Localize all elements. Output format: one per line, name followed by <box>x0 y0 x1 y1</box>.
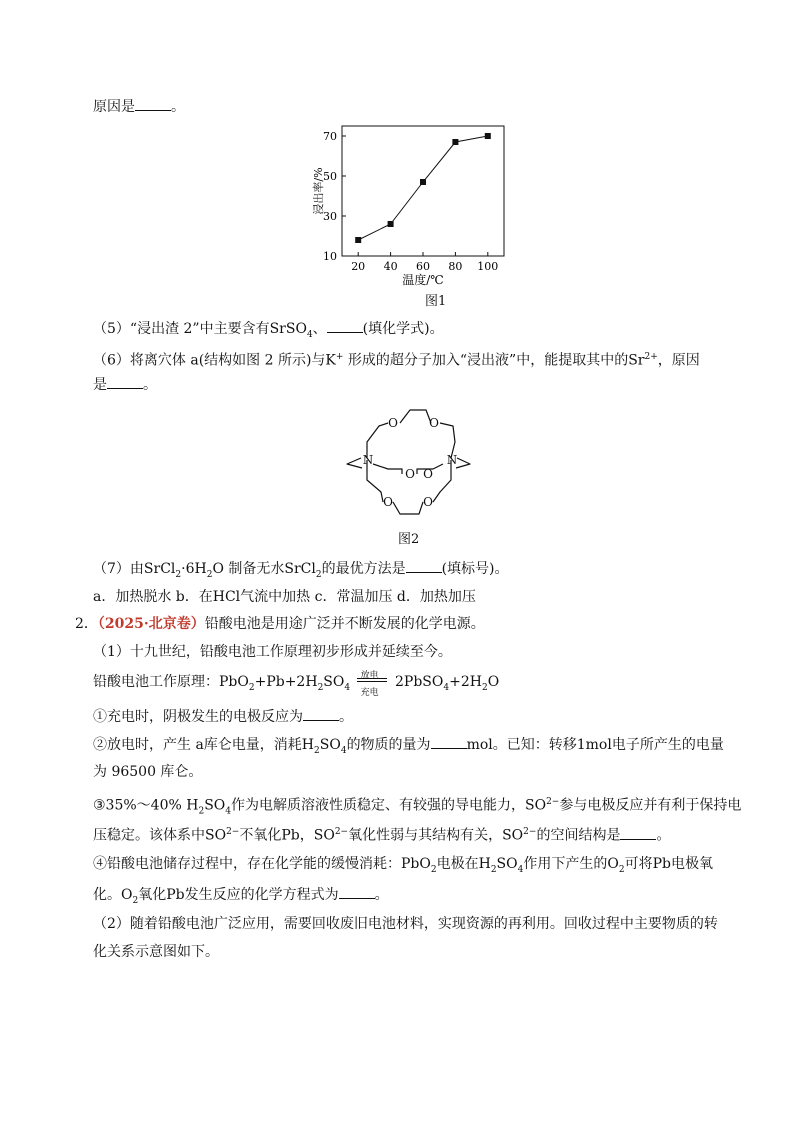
x-tick-label: 40 <box>383 260 398 273</box>
answer-blank <box>107 374 143 389</box>
q7-text-3: O 制备无水SrCl <box>212 561 316 577</box>
period: 。 <box>143 377 157 393</box>
series-line <box>358 136 488 240</box>
sq4-text-4: 作用下产生的O <box>523 856 619 872</box>
part-1: （1）十九世纪，铅酸电池工作原理初步形成并延续至今。 <box>93 644 452 660</box>
sub-question-2-cont: 为 96500 库仑。 <box>93 764 203 780</box>
sq4-text: ④铅酸电池储存过程中，存在化学能的缓慢消耗：PbO <box>93 856 431 872</box>
data-point <box>388 221 394 227</box>
atom-O: O <box>429 416 439 430</box>
question-number: 2． <box>75 616 98 632</box>
q6-text-3: ，原因 <box>657 352 700 369</box>
data-point <box>355 237 361 243</box>
answer-blank <box>406 558 442 573</box>
sq2-text-4: mol。已知：转移1mol电子所产生的电量 <box>466 737 724 753</box>
sup: 2+ <box>644 352 658 362</box>
atom-N: N <box>446 453 458 467</box>
sq3-text: ③35%～40% H <box>93 797 199 814</box>
data-point <box>485 133 491 139</box>
sub: 4 <box>517 864 524 875</box>
answer-blank <box>327 318 363 333</box>
eq-text-2: +Pb+2H <box>254 674 318 690</box>
q5-sep: 、 <box>312 321 327 337</box>
arrow-top-label: 放电 <box>360 671 379 681</box>
question-7-options: a．加热脱水 b．在HCl气流中加热 c．常温加压 d．加热加压 <box>93 589 476 605</box>
x-tick-label: 80 <box>448 260 463 273</box>
sup: + <box>335 352 344 362</box>
arrow-line <box>357 678 387 679</box>
answer-blank <box>339 884 375 899</box>
sub: 2 <box>314 745 320 756</box>
atom-N: N <box>362 453 374 467</box>
figure-1-caption: 图1 <box>425 294 447 309</box>
part-2-cont: 化关系示意图如下。 <box>93 944 219 960</box>
sub: 4 <box>344 682 351 693</box>
sub: 2 <box>248 682 255 693</box>
y-axis-label: 浸出率/% <box>312 167 325 215</box>
answer-blank <box>620 825 656 840</box>
part-2: （2）随着铅酸电池广泛应用，需要回收废旧电池材料，实现资源的再利用。回收过程中主要物质的转 <box>93 916 718 932</box>
answer-blank <box>135 96 171 111</box>
sub: 2 <box>317 682 324 693</box>
q6-text-4: 是 <box>93 377 107 393</box>
figure-1-chart <box>300 118 520 308</box>
atom-O: O <box>388 416 398 430</box>
sq4-text-5: 可将Pb电极氧 <box>624 856 713 872</box>
question-7 <box>93 558 509 585</box>
eq-text-3: SO <box>323 674 345 690</box>
sub: 2 <box>206 569 213 580</box>
q7-text: （7）由SrCl <box>93 561 176 577</box>
reversible-arrow <box>355 671 391 698</box>
q6-text-2: 形成的超分子加入“浸出液”中，能提取其中的Sr <box>343 352 645 369</box>
sub: 4 <box>225 806 231 817</box>
data-point <box>452 139 458 145</box>
sub-question-1 <box>93 706 353 727</box>
y-tick-label: 10 <box>323 250 337 263</box>
source-tag: （2025·北京卷） <box>97 616 205 632</box>
sub: 2 <box>315 569 322 580</box>
q5-text: （5）“浸出渣 2”中主要含有SrSO <box>93 321 307 337</box>
sub-question-4 <box>93 854 713 880</box>
figure-2-caption: 图2 <box>398 532 420 547</box>
answer-blank <box>431 734 467 749</box>
sq4-text-3: SO <box>496 856 518 872</box>
eq-text-5: +2H <box>449 674 482 690</box>
sq3-text-7: 氧化性弱与其结构有关，SO <box>348 827 524 844</box>
q7-tail: (填标号)。 <box>441 561 509 577</box>
sq3-text-4: 参与电极反应并有利于保持电 <box>559 797 742 814</box>
x-tick-label: 20 <box>351 260 366 273</box>
atom-O: O <box>405 467 415 481</box>
sq3-text-3: 作为电解质溶液性质稳定、有较强的导电能力，SO <box>231 797 547 814</box>
x-tick-label: 100 <box>477 260 499 273</box>
data-point <box>420 179 426 185</box>
atom-O: O <box>423 495 433 509</box>
sq3-text-8: 的空间结构是 <box>536 827 621 844</box>
sub-question-2 <box>93 734 724 761</box>
q6-text: （6）将离穴体 a(结构如图 2 所示)与K <box>93 352 336 369</box>
sub: 2 <box>618 864 625 875</box>
figure-2-structure <box>330 398 480 528</box>
question-6 <box>93 347 700 371</box>
sq2-text: ②放电时，产生 a库仑电量，消耗H <box>93 737 315 753</box>
y-tick-label: 50 <box>323 170 337 183</box>
sq3-text-6: 不氧化Pb，SO <box>239 827 335 844</box>
answer-blank <box>303 706 339 721</box>
sup: 2− <box>523 827 537 837</box>
q2-intro: 铅酸电池是用途广泛并不断发展的化学电源。 <box>204 616 485 632</box>
arrow-line <box>357 681 387 682</box>
sq4-text-7: 氧化Pb发生反应的化学方程式为 <box>138 887 339 903</box>
period: 。 <box>656 827 671 844</box>
sq1-text: ①充电时，阴极发生的电极反应为 <box>93 709 303 725</box>
sub: 4 <box>340 745 347 756</box>
eq-text: 铅酸电池工作原理：PbO <box>93 674 249 690</box>
sub: 4 <box>306 329 313 340</box>
sq2-text-2: SO <box>319 737 341 753</box>
sq2-text-3: 的物质的量为 <box>346 737 431 753</box>
period: 。 <box>374 887 389 903</box>
arrow-bottom-label: 充电 <box>360 688 379 698</box>
atom-O: O <box>423 467 433 481</box>
y-tick-label: 70 <box>323 130 337 143</box>
question-2-header <box>75 614 485 634</box>
eq-text-6: O <box>487 674 500 690</box>
sq3-text-2: SO <box>204 797 226 814</box>
q7-text-2: ·6H <box>181 561 207 577</box>
sub: 2 <box>430 864 437 875</box>
reason-text: 原因是 <box>93 99 135 115</box>
x-axis-label: 温度/℃ <box>402 273 444 287</box>
x-tick-label: 60 <box>416 260 430 273</box>
sub: 2 <box>198 806 205 817</box>
reason-line <box>93 96 185 117</box>
q7-text-4: 的最优方法是 <box>321 561 406 577</box>
atom-O: O <box>383 495 393 509</box>
sq4-text-6: 化。O <box>93 887 133 903</box>
question-5 <box>93 318 444 345</box>
sub: 2 <box>132 895 139 906</box>
period: 。 <box>339 709 353 725</box>
y-tick-label: 30 <box>323 210 337 223</box>
question-6-cont <box>93 374 157 395</box>
sub: 4 <box>443 682 450 693</box>
sub: 2 <box>175 569 182 580</box>
eq-text-4: 2PbSO <box>390 674 444 690</box>
sub-question-4-cont <box>93 884 389 911</box>
sup: 2− <box>546 797 560 807</box>
sub-question-3 <box>93 792 741 821</box>
sup: 2− <box>334 827 349 837</box>
sub-question-3-cont <box>93 822 670 846</box>
battery-equation <box>93 672 499 698</box>
sup: 2− <box>226 827 240 837</box>
sq3-text-5: 压稳定。该体系中SO <box>93 827 227 844</box>
sub: 2 <box>490 864 497 875</box>
q5-tail: (填化学式)。 <box>362 321 444 337</box>
sq4-text-2: 电极在H <box>436 856 491 872</box>
period: 。 <box>171 99 185 115</box>
sub: 2 <box>481 682 488 693</box>
